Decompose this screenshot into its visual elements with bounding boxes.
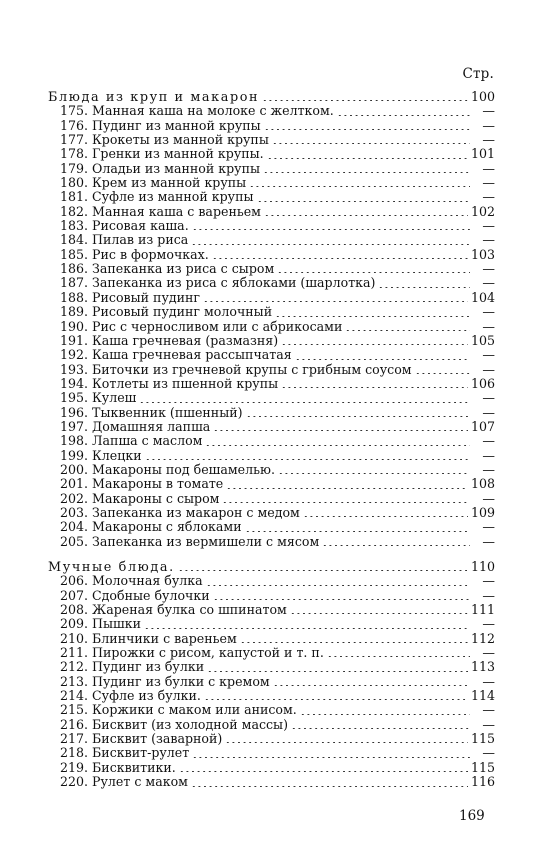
dot-leader <box>267 158 468 159</box>
toc-entry-label: 193. Биточки из гречневой крупы с грибным соусом <box>60 361 412 377</box>
toc-entry <box>48 334 495 348</box>
dot-leader <box>213 430 468 431</box>
toc-entry-page: 107 <box>470 418 495 434</box>
toc-entry-page: 102 <box>470 203 495 219</box>
toc-entry-page: — <box>482 533 495 549</box>
toc-entry-label: 194. Котлеты из пшенной крупы <box>60 375 279 391</box>
toc-entry-label: 218. Бисквит-рулет <box>60 745 190 761</box>
toc-entry-page: — <box>482 645 495 661</box>
dot-leader <box>278 473 470 474</box>
table-of-contents <box>48 90 495 790</box>
dot-leader <box>277 272 470 273</box>
dot-leader <box>272 143 470 144</box>
toc-entry-label: 192. Каша гречневая рассыпчатая <box>60 347 292 363</box>
dot-leader <box>262 100 468 101</box>
dot-leader <box>263 172 470 173</box>
toc-entry <box>48 617 495 631</box>
toc-entry-label: 175. Манная каша на молоке с желтком. <box>60 103 334 119</box>
toc-entry-label: 204. Макароны с яблоками <box>60 519 242 535</box>
toc-entry-label: 214. Суфле из булки. <box>60 688 201 704</box>
toc-entry-label: 182. Манная каша с вареньем <box>60 203 261 219</box>
toc-entry-label: 177. Крокеты из манной крупы <box>60 132 269 148</box>
toc-entry-label: 200. Макароны под бешамелью. <box>60 461 275 477</box>
toc-entry <box>48 190 495 204</box>
toc-entry-page: — <box>482 702 495 718</box>
section-heading-page: 100 <box>470 89 495 104</box>
toc-entry-label: 201. Макароны в томате <box>60 476 224 492</box>
toc-entry <box>48 703 495 717</box>
dot-leader <box>245 531 470 532</box>
toc-entry-label: 176. Пудинг из манной крупы <box>60 117 261 133</box>
toc-entry-page: — <box>482 616 495 632</box>
toc-entry <box>48 147 495 161</box>
toc-entry-page: 112 <box>470 630 495 646</box>
dot-leader <box>144 628 470 629</box>
dot-leader <box>222 502 470 503</box>
dot-leader <box>139 402 470 403</box>
toc-entry <box>48 775 495 789</box>
toc-entry <box>48 162 495 176</box>
toc-entry-label: 187. Запеканка из риса с яблоками (шарлотка) <box>60 275 376 291</box>
toc-entry-label: 184. Пилав из риса <box>60 232 189 248</box>
toc-entry <box>48 420 495 434</box>
toc-entry <box>48 391 495 405</box>
toc-entry <box>48 291 495 305</box>
toc-section <box>48 90 495 549</box>
toc-entry-label: 181. Суфле из манной крупы <box>60 189 254 205</box>
toc-entry-page: — <box>482 117 495 133</box>
toc-entry <box>48 477 495 491</box>
toc-entry <box>48 574 495 588</box>
toc-entry-page: 109 <box>470 504 495 520</box>
toc-entry-page: — <box>482 673 495 689</box>
toc-entry-label: 219. Бисквитики. <box>60 759 176 775</box>
dot-leader <box>345 330 470 331</box>
toc-entry <box>48 689 495 703</box>
toc-entry <box>48 632 495 646</box>
toc-entry-label: 215. Коржики с маком или анисом. <box>60 702 297 718</box>
toc-entry <box>48 492 495 506</box>
dot-leader <box>291 728 470 729</box>
toc-entry <box>48 449 495 463</box>
toc-entry-page: — <box>482 103 495 119</box>
toc-entry <box>48 589 495 603</box>
toc-entry <box>48 675 495 689</box>
toc-entry-page: — <box>482 433 495 449</box>
toc-entry-label: 185. Рис в формочках. <box>60 246 209 262</box>
dot-leader <box>246 416 470 417</box>
toc-entry <box>48 320 495 334</box>
toc-entry-page: — <box>482 160 495 176</box>
toc-entry <box>48 119 495 133</box>
toc-entry-label: 178. Гренки из манной крупы. <box>60 146 264 162</box>
toc-entry-page: 103 <box>470 246 495 262</box>
toc-entry-page: — <box>482 404 495 420</box>
toc-entry <box>48 520 495 534</box>
dot-leader <box>295 359 470 360</box>
toc-entry-page: 113 <box>470 659 495 675</box>
dot-leader <box>205 445 470 446</box>
dot-leader <box>204 699 468 700</box>
toc-entry-label: 211. Пирожки с рисом, капустой и т. п. <box>60 645 324 661</box>
toc-entry <box>48 603 495 617</box>
dot-leader <box>203 301 468 302</box>
section-heading-label: Блюда из круп и макарон <box>48 90 260 105</box>
toc-entry <box>48 646 495 660</box>
dot-leader <box>273 685 470 686</box>
dot-leader <box>415 373 470 374</box>
toc-entry-page: 115 <box>470 731 495 747</box>
dot-leader <box>145 459 470 460</box>
toc-entry-label: 195. Кулеш <box>60 390 137 406</box>
dot-leader <box>275 316 470 317</box>
toc-entry-page: — <box>482 304 495 320</box>
dot-leader <box>290 613 468 614</box>
toc-entry-page: — <box>482 447 495 463</box>
toc-entry-label: 206. Молочная булка <box>60 573 203 589</box>
dot-leader <box>225 742 468 743</box>
toc-entry-page: — <box>482 318 495 334</box>
toc-entry-label: 188. Рисовый пудинг <box>60 289 201 305</box>
toc-section <box>48 560 495 790</box>
toc-entry <box>48 348 495 362</box>
toc-entry-label: 217. Бисквит (заварной) <box>60 731 223 747</box>
section-heading-page: 110 <box>470 559 495 574</box>
toc-entry-label: 202. Макароны с сыром <box>60 490 220 506</box>
toc-entry-page: — <box>482 490 495 506</box>
dot-leader <box>178 570 468 571</box>
dot-leader <box>322 545 470 546</box>
dot-leader <box>257 201 471 202</box>
toc-entry <box>48 133 495 147</box>
toc-entry <box>48 506 495 520</box>
toc-entry-page: — <box>482 232 495 248</box>
toc-entry <box>48 276 495 290</box>
toc-entry-page: — <box>482 347 495 363</box>
toc-entry-label: 209. Пышки <box>60 616 142 632</box>
toc-entry <box>48 219 495 233</box>
toc-entry-page: 114 <box>470 688 495 704</box>
dot-leader <box>179 771 468 772</box>
dot-leader <box>207 671 468 672</box>
page-number: 169 <box>459 808 485 824</box>
dot-leader <box>213 599 470 600</box>
dot-leader <box>192 757 470 758</box>
toc-entry-page: 111 <box>470 602 495 618</box>
dot-leader <box>212 258 468 259</box>
toc-entry-label: 183. Рисовая каша. <box>60 218 189 234</box>
toc-entry-page: — <box>482 261 495 277</box>
toc-entry-page: — <box>482 132 495 148</box>
toc-entry-page: 106 <box>470 375 495 391</box>
toc-entry-label: 216. Бисквит (из холодной массы) <box>60 716 288 732</box>
toc-entry-page: — <box>482 361 495 377</box>
toc-entry <box>48 732 495 746</box>
dot-leader <box>191 244 470 245</box>
toc-entry <box>48 305 495 319</box>
toc-entry <box>48 434 495 448</box>
toc-entry-label: 203. Запеканка из макарон с медом <box>60 504 300 520</box>
section-heading <box>48 560 495 574</box>
page-column-label: Стр. <box>462 66 494 82</box>
toc-entry <box>48 535 495 549</box>
dot-leader <box>378 287 470 288</box>
dot-leader <box>327 656 470 657</box>
toc-entry-label: 186. Запеканка из риса с сыром <box>60 261 275 277</box>
dot-leader <box>281 387 468 388</box>
toc-entry-page: — <box>482 189 495 205</box>
toc-entry-page: — <box>482 175 495 191</box>
section-heading-label: Мучные блюда. <box>48 560 175 575</box>
toc-entry-page: 116 <box>470 774 495 790</box>
toc-entry-label: 191. Каша гречневая (размазня) <box>60 332 279 348</box>
toc-entry-page: — <box>482 218 495 234</box>
toc-entry-label: 196. Тыквенник (пшенный) <box>60 404 243 420</box>
toc-entry <box>48 176 495 190</box>
toc-entry-label: 190. Рис с черносливом или с абрикосами <box>60 318 343 334</box>
toc-entry-page: 101 <box>470 146 495 162</box>
dot-leader <box>192 229 470 230</box>
toc-entry-label: 208. Жареная булка со шпинатом <box>60 602 287 618</box>
dot-leader <box>206 585 470 586</box>
toc-entry-label: 189. Рисовый пудинг молочный <box>60 304 273 320</box>
dot-leader <box>264 129 470 130</box>
toc-entry-label: 220. Рулет с маком <box>60 774 188 790</box>
dot-leader <box>281 344 468 345</box>
toc-entry-label: 212. Пудинг из булки <box>60 659 205 675</box>
toc-entry <box>48 262 495 276</box>
dot-leader <box>337 115 470 116</box>
toc-entry-label: 205. Запеканка из вермишели с мясом <box>60 533 320 549</box>
toc-entry <box>48 104 495 118</box>
toc-entry-page: 104 <box>470 289 495 305</box>
toc-entry-label: 213. Пудинг из булки с кремом <box>60 673 270 689</box>
toc-entry <box>48 718 495 732</box>
toc-entry <box>48 463 495 477</box>
toc-entry <box>48 746 495 760</box>
toc-entry <box>48 233 495 247</box>
toc-entry-page: — <box>482 716 495 732</box>
toc-entry <box>48 660 495 674</box>
toc-entry-page: — <box>482 390 495 406</box>
toc-entry-label: 210. Блинчики с вареньем <box>60 630 237 646</box>
toc-entry <box>48 363 495 377</box>
dot-leader <box>249 186 470 187</box>
toc-entry-page: — <box>482 573 495 589</box>
toc-entry <box>48 377 495 391</box>
dot-leader <box>300 714 470 715</box>
toc-entry-page: 105 <box>470 332 495 348</box>
toc-entry-label: 197. Домашняя лапша <box>60 418 211 434</box>
toc-entry-label: 179. Оладьи из манной крупы <box>60 160 260 176</box>
toc-entry-label: 207. Сдобные булочки <box>60 587 210 603</box>
toc-entry <box>48 406 495 420</box>
toc-entry-page: 108 <box>470 476 495 492</box>
section-heading <box>48 90 495 104</box>
toc-entry-label: 199. Клецки <box>60 447 142 463</box>
dot-leader <box>226 488 468 489</box>
toc-entry-page: — <box>482 461 495 477</box>
dot-leader <box>264 215 468 216</box>
toc-entry-page: — <box>482 587 495 603</box>
dot-leader <box>240 642 468 643</box>
toc-entry-label: 180. Крем из манной крупы <box>60 175 247 191</box>
toc-entry-page: — <box>482 745 495 761</box>
toc-entry-label: 198. Лапша с маслом <box>60 433 203 449</box>
dot-leader <box>303 516 468 517</box>
toc-entry-page: — <box>482 519 495 535</box>
dot-leader <box>191 786 468 787</box>
toc-entry-page: — <box>482 275 495 291</box>
toc-entry-page: 115 <box>470 759 495 775</box>
toc-entry <box>48 248 495 262</box>
toc-entry <box>48 205 495 219</box>
toc-entry <box>48 761 495 775</box>
